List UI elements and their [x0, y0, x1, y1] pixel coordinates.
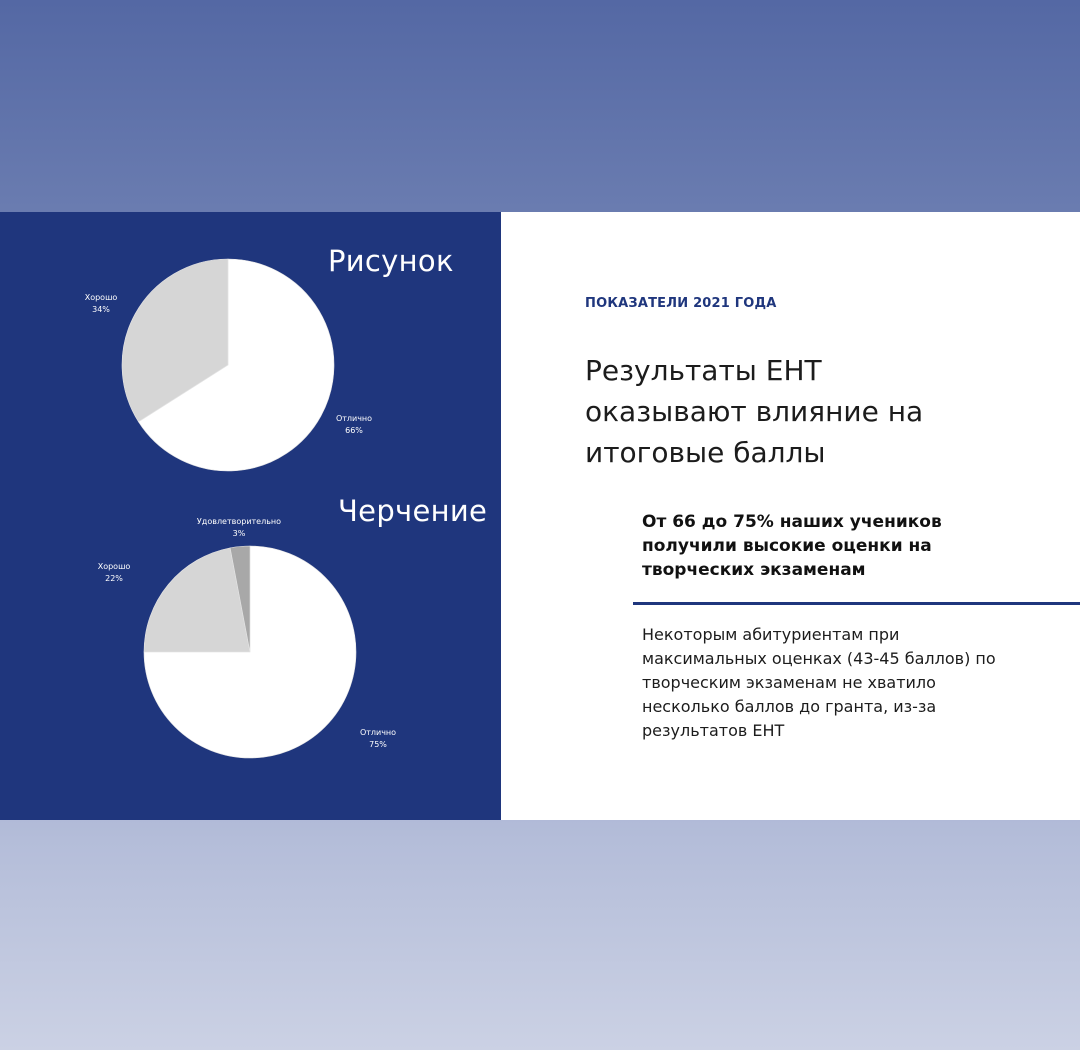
subhead: От 66 до 75% наших учеников получили высокие оценки на творческих экзаменам — [642, 512, 942, 580]
slice-label-good: Хорошо — [84, 293, 118, 302]
slice-value-good: 34% — [92, 305, 110, 314]
slice-label-excellent: Отлично — [335, 414, 373, 423]
charts-panel — [0, 212, 501, 820]
chart-title-risunok: Рисунок — [328, 244, 454, 278]
slice-label-satisfactory: Удовлетворительно — [196, 517, 282, 526]
slide — [0, 212, 1080, 820]
slice-value-excellent: 75% — [369, 740, 387, 749]
eyebrow-label: ПОКАЗАТЕЛИ 2021 ГОДА — [585, 296, 777, 311]
text-panel — [501, 212, 1080, 820]
slice-value-good: 22% — [105, 574, 123, 583]
headline: Результаты ЕНТ оказывают влияние на итоговые баллы — [585, 354, 924, 469]
slice-label-good: Хорошо — [97, 562, 131, 571]
divider — [633, 602, 1080, 605]
slice-value-excellent: 66% — [345, 426, 363, 435]
chart-title-cherchenie: Черчение — [338, 494, 488, 528]
slice-label-excellent: Отлично — [359, 728, 397, 737]
slice-value-satisfactory: 3% — [232, 529, 246, 538]
body-text: Некоторым абитуриентам при максимальных оценках (43-45 баллов) по творческим экзаменам не хватило несколько баллов до гранта, из-за результатов ЕНТ — [642, 625, 996, 740]
